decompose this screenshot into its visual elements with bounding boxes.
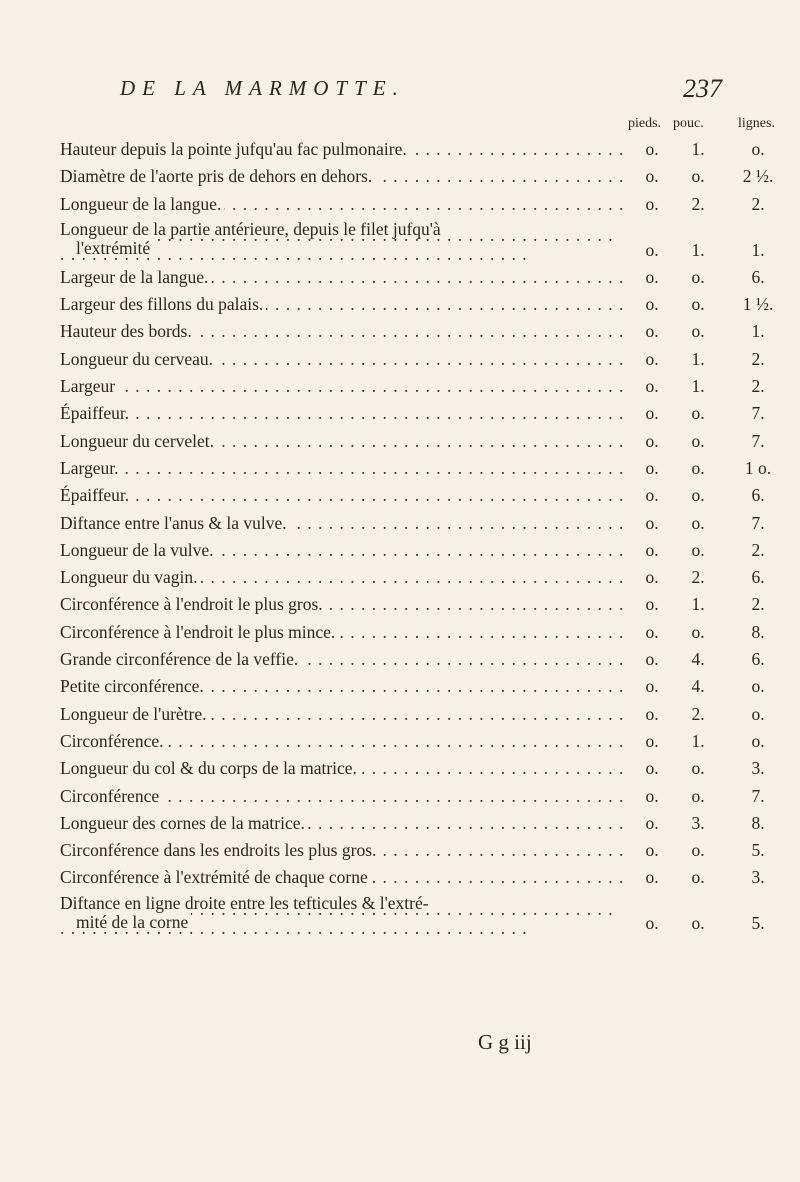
table-row [60, 864, 800, 891]
row-label [60, 810, 623, 837]
table-row [60, 619, 800, 646]
value-pieds: o. [645, 266, 659, 287]
row-label-text: Circonférence à l'endroit le plus mince. [60, 622, 338, 642]
value-lignes: 2 ½. [742, 166, 774, 187]
row-label-text: Longueur de la langue. [60, 194, 224, 214]
row-label [60, 619, 623, 646]
value-pouc: 1. [691, 348, 705, 369]
value-pieds: o. [645, 649, 659, 670]
row-label-text: Largeur. [60, 458, 121, 478]
row-label [60, 291, 623, 318]
value-pouc: o. [691, 913, 705, 934]
value-pieds: o. [645, 730, 659, 751]
row-label-continuation: mité de la corne [60, 913, 191, 932]
row-label-text: Longueur de l'urètre. [60, 704, 210, 724]
row-label-text: Diamètre de l'aorte pris de dehors en dehors. [60, 166, 375, 186]
row-label [60, 646, 623, 673]
value-pouc: o. [691, 512, 705, 533]
value-lignes: o. [751, 730, 765, 751]
table-row [60, 728, 800, 755]
row-label-text: Longueur des cornes de la matrice. [60, 813, 308, 833]
row-label-text: Diftance entre l'anus & la vulve. [60, 513, 290, 533]
value-pieds: o. [645, 166, 659, 187]
row-label-text: Hauteur des bords. [60, 321, 195, 341]
value-pouc: o. [691, 485, 705, 506]
row-label-continuation: l'extrémité [60, 239, 153, 258]
value-lignes: 7. [751, 512, 765, 533]
value-lignes: 3. [751, 867, 765, 888]
row-label-text: Largeur de la langue. [60, 267, 211, 287]
table-row [60, 373, 800, 400]
table-row [60, 191, 800, 218]
value-pieds: o. [645, 321, 659, 342]
table-row [60, 264, 800, 291]
row-label-text: Longueur de la vulve. [60, 540, 217, 560]
row-label [60, 510, 623, 537]
value-pieds: o. [645, 594, 659, 615]
table-row [60, 755, 800, 782]
row-label-text: Grande circonférence de la veffie. [60, 649, 301, 669]
row-label [60, 728, 623, 755]
value-pouc: 1. [691, 730, 705, 751]
table-row [60, 810, 800, 837]
value-lignes: 7. [751, 785, 765, 806]
value-pieds: o. [645, 676, 659, 697]
row-label [60, 400, 623, 427]
table-row [60, 591, 800, 618]
row-label [60, 136, 623, 163]
table-row [60, 701, 800, 728]
value-lignes: 5. [751, 913, 765, 934]
row-label [60, 428, 623, 455]
value-pouc: 1. [691, 376, 705, 397]
row-label-text: Largeur des fillons du palais. [60, 294, 266, 314]
row-label-text: Circonférence [60, 786, 162, 806]
value-pouc: o. [691, 294, 705, 315]
value-pieds: o. [645, 485, 659, 506]
row-label-text: Longueur du cervelet. [60, 431, 217, 451]
table-row [60, 564, 800, 591]
row-label [60, 755, 623, 782]
table-row [60, 163, 800, 190]
row-label-text: Petite circonférence. [60, 676, 207, 696]
table-row [60, 510, 800, 537]
value-pieds: o. [645, 703, 659, 724]
table-row [60, 783, 800, 810]
table-row [60, 892, 800, 938]
value-pouc: 4. [691, 676, 705, 697]
row-label-text: Longueur de la partie antérieure, depuis le filet jufqu'à [60, 220, 444, 239]
value-pouc: 1. [691, 594, 705, 615]
value-pouc: o. [691, 321, 705, 342]
value-pieds: o. [645, 913, 659, 934]
row-label [60, 673, 623, 700]
row-label-text: Épaiffeur. [60, 403, 132, 423]
value-pouc: 1. [691, 139, 705, 159]
value-pieds: o. [645, 239, 659, 260]
value-pouc: 4. [691, 649, 705, 670]
value-lignes: 2. [751, 376, 765, 397]
value-pouc: o. [691, 539, 705, 560]
row-label-text: Circonférence à l'extrémité de chaque corne [60, 867, 371, 887]
row-label-text: Circonférence à l'endroit le plus gros. [60, 594, 326, 614]
value-lignes: o. [751, 676, 765, 697]
value-pouc: o. [691, 403, 705, 424]
unit-header-pieds: pieds. [628, 116, 662, 131]
value-pieds: o. [645, 539, 659, 560]
value-lignes: 2. [751, 539, 765, 560]
row-label-text: Diftance en ligne droite entre les tefticules & l'extré- [60, 894, 432, 913]
row-label-text: Largeur [60, 376, 118, 396]
measurement-table [60, 136, 800, 938]
value-lignes: 7. [751, 430, 765, 451]
value-lignes: 6. [751, 266, 765, 287]
value-pieds: o. [645, 512, 659, 533]
value-lignes: o. [751, 703, 765, 724]
value-lignes: 6. [751, 649, 765, 670]
signature-mark: G g iij [478, 1030, 532, 1054]
value-pouc: o. [691, 266, 705, 287]
table-row [60, 482, 800, 509]
row-label [60, 264, 623, 291]
row-label-text: Hauteur depuis la pointe jufqu'au fac pulmonaire. [60, 139, 410, 159]
value-pouc: o. [691, 166, 705, 187]
value-pouc: 3. [691, 812, 705, 833]
value-pouc: 1. [691, 239, 705, 260]
row-label-text: Circonférence. [60, 731, 166, 751]
value-lignes: 2. [751, 348, 765, 369]
row-label [60, 864, 623, 891]
value-pouc: o. [691, 430, 705, 451]
value-lignes: 1. [751, 321, 765, 342]
row-label [60, 318, 623, 345]
table-row [60, 218, 800, 264]
row-label [60, 564, 623, 591]
table-row [60, 428, 800, 455]
table-row [60, 646, 800, 673]
row-label-text: Longueur du cerveau. [60, 349, 216, 369]
value-pouc: o. [691, 621, 705, 642]
running-title: DE LA MARMOTTE. [120, 76, 405, 100]
row-label-text: Longueur du col & du corps de la matrice. [60, 758, 360, 778]
value-lignes: 1 o. [744, 457, 772, 478]
row-label-text: Circonférence dans les endroits les plus gros. [60, 840, 379, 860]
value-pouc: 2. [691, 193, 705, 214]
table-row [60, 346, 800, 373]
value-pieds: o. [645, 812, 659, 833]
row-label-text: Épaiffeur. [60, 485, 132, 505]
value-lignes: 6. [751, 485, 765, 506]
unit-header-pouc: pouc. [673, 116, 704, 131]
row-label [60, 783, 623, 810]
value-lignes: 3. [751, 758, 765, 779]
value-pieds: o. [645, 457, 659, 478]
row-label [60, 163, 623, 190]
value-pieds: o. [645, 403, 659, 424]
value-lignes: 1 ½. [742, 294, 774, 315]
row-label [60, 537, 623, 564]
table-row [60, 837, 800, 864]
row-label [60, 837, 623, 864]
value-pieds: o. [645, 758, 659, 779]
table-row [60, 673, 800, 700]
value-pouc: 2. [691, 703, 705, 724]
page-number: 237 [683, 74, 722, 103]
row-label-text: Longueur du vagin. [60, 567, 201, 587]
row-label [60, 191, 623, 218]
value-lignes: o. [751, 139, 765, 159]
value-lignes: 5. [751, 840, 765, 861]
value-pieds: o. [645, 567, 659, 588]
row-label [60, 455, 623, 482]
table-row [60, 400, 800, 427]
row-label [60, 701, 623, 728]
row-label [60, 894, 623, 938]
unit-header-lignes: lignes. [738, 116, 775, 131]
value-lignes: 7. [751, 403, 765, 424]
value-pouc: o. [691, 758, 705, 779]
value-pieds: o. [645, 376, 659, 397]
value-pieds: o. [645, 294, 659, 315]
value-lignes: 2. [751, 193, 765, 214]
table-row [60, 537, 800, 564]
row-label [60, 220, 623, 264]
value-pieds: o. [645, 139, 659, 159]
row-label [60, 591, 623, 618]
value-pieds: o. [645, 621, 659, 642]
value-lignes: 8. [751, 621, 765, 642]
value-lignes: 6. [751, 567, 765, 588]
row-label [60, 346, 623, 373]
value-lignes: 2. [751, 594, 765, 615]
value-lignes: 1. [751, 239, 765, 260]
table-row [60, 455, 800, 482]
table-row [60, 291, 800, 318]
value-pouc: 2. [691, 567, 705, 588]
value-pieds: o. [645, 867, 659, 888]
value-pieds: o. [645, 785, 659, 806]
value-pouc: o. [691, 840, 705, 861]
table-row [60, 318, 800, 345]
value-lignes: 8. [751, 812, 765, 833]
value-pouc: o. [691, 785, 705, 806]
value-pieds: o. [645, 840, 659, 861]
value-pouc: o. [691, 867, 705, 888]
value-pieds: o. [645, 348, 659, 369]
value-pieds: o. [645, 430, 659, 451]
row-label [60, 373, 623, 400]
value-pouc: o. [691, 457, 705, 478]
value-pieds: o. [645, 193, 659, 214]
row-label [60, 482, 623, 509]
table-row [60, 136, 800, 163]
